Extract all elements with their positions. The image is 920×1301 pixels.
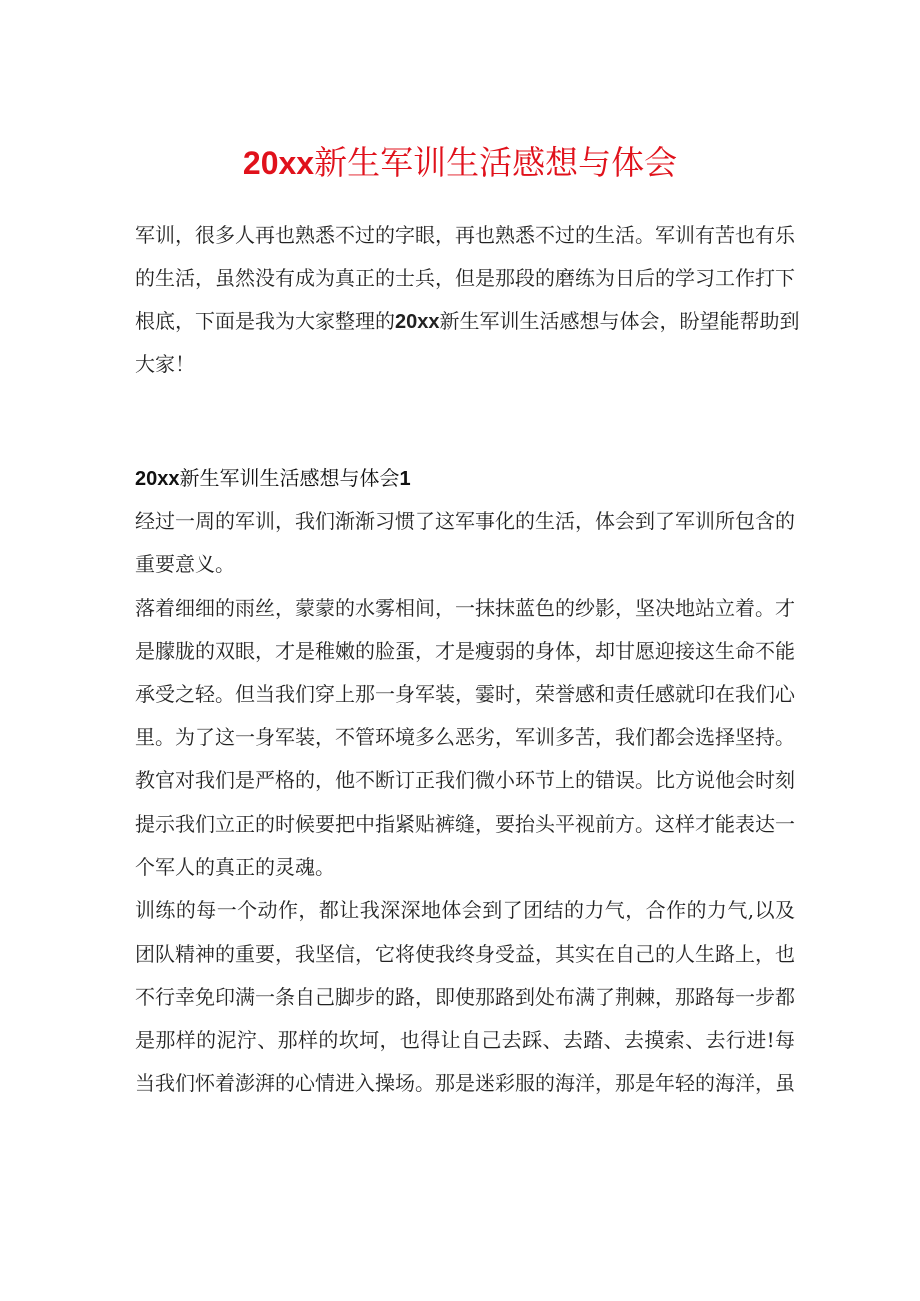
body-line: 当我们怀着澎湃的心情进入操场。那是迷彩服的海洋，那是年轻的海洋，虽 xyxy=(135,1071,795,1095)
heading-year: 20xx xyxy=(135,468,180,490)
body-line: 重要意义。 xyxy=(135,552,235,576)
intro-line-3-after: 新生军训生活感想与体会，盼望能帮助到 xyxy=(439,309,800,333)
body-line: 团队精神的重要，我坚信，它将使我终身受益，其实在自己的人生路上，也 xyxy=(135,942,795,966)
document-title xyxy=(0,140,920,186)
body-line: 是那样的泥泞、那样的坎坷，也得让自己去踩、去踏、去摸索、去行进!每 xyxy=(135,1028,795,1052)
body-line: 训练的每一个动作，都让我深深地体会到了团结的力气，合作的力气,以及 xyxy=(135,898,795,922)
title-year: 20xx xyxy=(242,145,315,181)
body-line: 经过一周的军训，我们渐渐习惯了这军事化的生活，体会到了军训所包含的 xyxy=(135,509,795,533)
body-line: 不行幸免印满一条自己脚步的路，即使那路到处布满了荆棘，那路每一步都 xyxy=(135,985,795,1009)
body-line: 个军人的真正的灵魂。 xyxy=(135,855,335,879)
body-line: 提示我们立正的时候要把中指紧贴裤缝，要抬头平视前方。这样才能表达一 xyxy=(135,812,795,836)
body-line: 里。为了这一身军装，不管环境多么恶劣，军训多苦，我们都会选择坚持。 xyxy=(135,725,795,749)
heading-text: 新生军训生活感想与体会 xyxy=(179,466,400,490)
body-line: 是朦胧的双眼，才是稚嫩的脸蛋，才是瘦弱的身体，却甘愿迎接这生命不能 xyxy=(135,639,795,663)
intro-line-2: 的生活，虽然没有成为真正的士兵，但是那段的磨练为日后的学习工作打下 xyxy=(135,266,795,290)
section-heading xyxy=(135,457,411,500)
heading-number: 1 xyxy=(399,468,411,490)
body-line: 落着细细的雨丝，蒙蒙的水雾相间，一抹抹蓝色的纱影，坚决地站立着。才 xyxy=(135,596,795,620)
body-line: 教官对我们是严格的，他不断订正我们微小环节上的错误。比方说他会时刻 xyxy=(135,768,795,792)
intro-line-3-year: 20xx xyxy=(395,311,440,333)
intro-line-3 xyxy=(135,300,800,343)
intro-line-4: 大家！ xyxy=(135,352,195,376)
intro-line-3-before: 根底，下面是我为大家整理的 xyxy=(135,309,395,333)
body-line: 承受之轻。但当我们穿上那一身军装，霎时，荣誉感和责任感就印在我们心 xyxy=(135,682,795,706)
intro-line-1: 军训，很多人再也熟悉不过的字眼，再也熟悉不过的生活。军训有苦也有乐 xyxy=(135,223,795,247)
title-text: 新生军训生活感想与体会 xyxy=(314,143,678,182)
